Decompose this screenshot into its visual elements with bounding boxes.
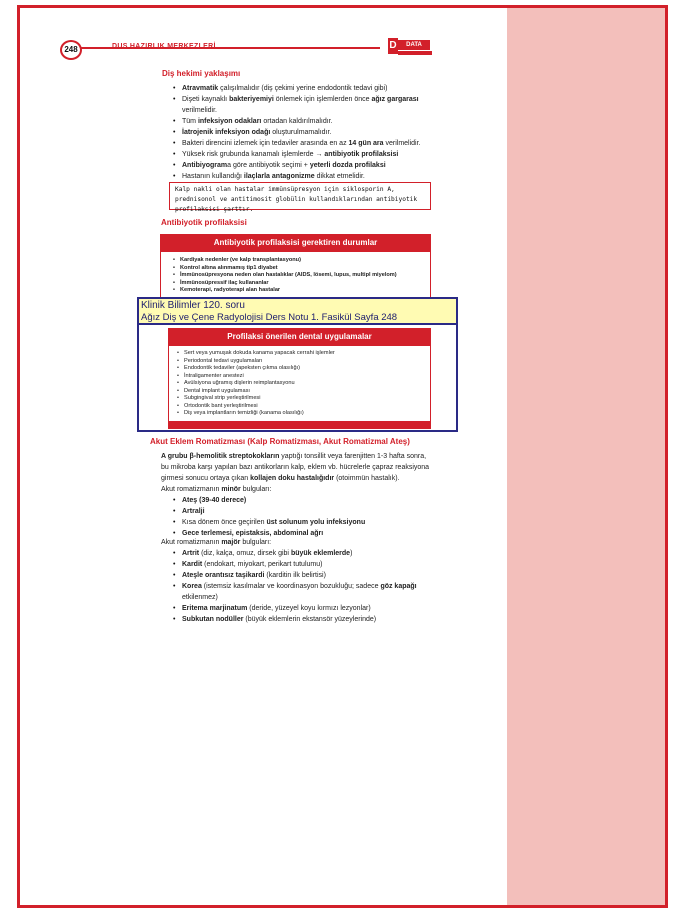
major-heading: Akut romatizmanın majör bulguları: [161, 539, 272, 546]
highlight-annotation [137, 297, 458, 325]
dental-list [176, 350, 426, 418]
list-item: • Endodontik tedaviler (apeksten çıkma olasılığı) [176, 365, 426, 373]
logo-bar [398, 51, 432, 55]
list-item: • Artrit (diz, kalça, omuz, dirsek gibi büyük eklemlerde) [170, 548, 432, 559]
rheumatic-intro: A grubu β-hemolitik streptokokların yaptığı tonsillit veya farenjitten 1-3 hafta sonra, bu mikroba karşı yapılan bazı antikorların kalp, eklem vb. hücrelerle çapraz reaksiyona girmesi sonucu ortaya çıkan kollajen doku hastalığıdır (otoimmün hastalık). [161, 453, 430, 482]
minor-heading: Akut romatizmanın minör bulguları: [161, 486, 272, 493]
note-box: Kalp nakli olan hastalar immünsüpresyon için siklosporin A, prednisonol ve antitimosit globülin kullandıklarından antibiyotik profilaksisi şarttır. [169, 182, 431, 210]
list-item: • Subgingival strip yerleştirilmesi [176, 395, 426, 403]
list-item: • Dişeti kaynaklı bakteriyemiyi önlemek için işlemlerden önce ağız gargarası verilmelidir. [170, 94, 432, 116]
major-list [170, 548, 432, 625]
list-item: • İntraligamenter anestezi [176, 373, 426, 381]
logo-text: DATA [398, 40, 430, 50]
list-item: • Atravmatik çalışılmalıdır (diş çekimi yerine endodontik tedavi gibi) [170, 83, 432, 94]
dus-data-logo [388, 38, 434, 58]
list-item: • Artralji [170, 506, 432, 517]
list-item: • Periodontal tedavi uygulamaları [176, 358, 426, 366]
list-item: • Diş veya implantların temizliği (kanama olasılığı) [176, 410, 426, 418]
annotation-line-1: Klinik Bilimler 120. soru [141, 300, 245, 311]
antibiotic-list [172, 257, 428, 295]
list-item: • Subkutan nodüller (büyük eklemlerin ekstansör yüzeylerinde) [170, 614, 432, 625]
dental-box-footer [168, 421, 431, 429]
list-item: • Kardiyak nedenler (ve kalp transplantasyonu) [172, 257, 428, 265]
list-item: • Kardit (endokart, miyokart, perikart tutulumu) [170, 559, 432, 570]
list-item: • Dental implant uygulaması [176, 388, 426, 396]
list-item: • Bakteri direncini izlemek için tedaviler arasında en az 14 gün ara verilmelidir. [170, 138, 432, 149]
list-item: • Gece terlemesi, epistaksis, abdominal ağrı [170, 528, 432, 539]
list-item: • Kısa dönem önce geçirilen üst solunum yolu infeksiyonu [170, 517, 432, 528]
list-item: • Sert veya yumuşak dokuda kanama yapacak cerrahi işlemler [176, 350, 426, 358]
minor-list [170, 495, 432, 539]
list-item: • İatrojenik infeksiyon odağı oluşturulmamalıdır. [170, 127, 432, 138]
list-item: • Hastanın kullandığı ilaçlarla antagonizme dikkat etmelidir. [170, 171, 432, 182]
list-item: • İmmünosüpresyona neden olan hastalıklar (AIDS, lösemi, lupus, multipl miyelom) [172, 272, 428, 280]
list-item: • Eritema marjinatum (deride, yüzeyel koyu kırmızı lezyonlar) [170, 603, 432, 614]
page-number: 248 [60, 40, 82, 60]
list-item: • Korea (istemsiz kasılmalar ve koordinasyon bozukluğu; sadece göz kapağı etkilenmez) [170, 581, 432, 603]
annotation-line-2: Ağız Diş ve Çene Radyolojisi Ders Notu 1. Fasikül Sayfa 248 [141, 312, 398, 323]
header-title: DUS HAZIRLIK MERKEZLERİ [112, 43, 216, 50]
logo-letter: D [388, 38, 398, 54]
list-item: • Avülsiyona uğramış dişlerin reimplantasyonu [176, 380, 426, 388]
section-title-dentist-approach: Diş hekimi yaklaşımı [162, 69, 241, 78]
section-title-antibiotic: Antibiyotik profilaksisi [161, 218, 247, 227]
list-item: • İmmünosüpressif ilaç kullananlar [172, 280, 428, 288]
list-item: • Ateş (39-40 derece) [170, 495, 432, 506]
list-item: • Antibiyograma göre antibiyotik seçimi + yeterli dozda profilaksi [170, 160, 432, 171]
list-item: • Kontrol altına alınmamış tip1 diyabet [172, 265, 428, 273]
list-item: • Tüm infeksiyon odakları ortadan kaldırılmalıdır. [170, 116, 432, 127]
section-title-rheumatic: Akut Eklem Romatizması (Kalp Romatizması, Akut Romatizmal Ateş) [150, 437, 410, 446]
side-margin [507, 8, 665, 905]
dentist-approach-list [170, 83, 432, 182]
list-item: • Ortodontik bant yerleştirilmesi [176, 403, 426, 411]
list-item: • Kemoterapi, radyoterapi alan hastalar [172, 287, 428, 295]
list-item: • Yüksek risk grubunda kanamalı işlemlerde → antibiyotik profilaksisi [170, 149, 432, 160]
dental-box-title: Profilaksi önerilen dental uygulamalar [168, 328, 431, 346]
list-item: • Ateşle orantısız taşikardi (karditin ilk belirtisi) [170, 570, 432, 581]
antibiotic-box-title: Antibiyotik profilaksisi gerektiren durumlar [160, 234, 431, 252]
